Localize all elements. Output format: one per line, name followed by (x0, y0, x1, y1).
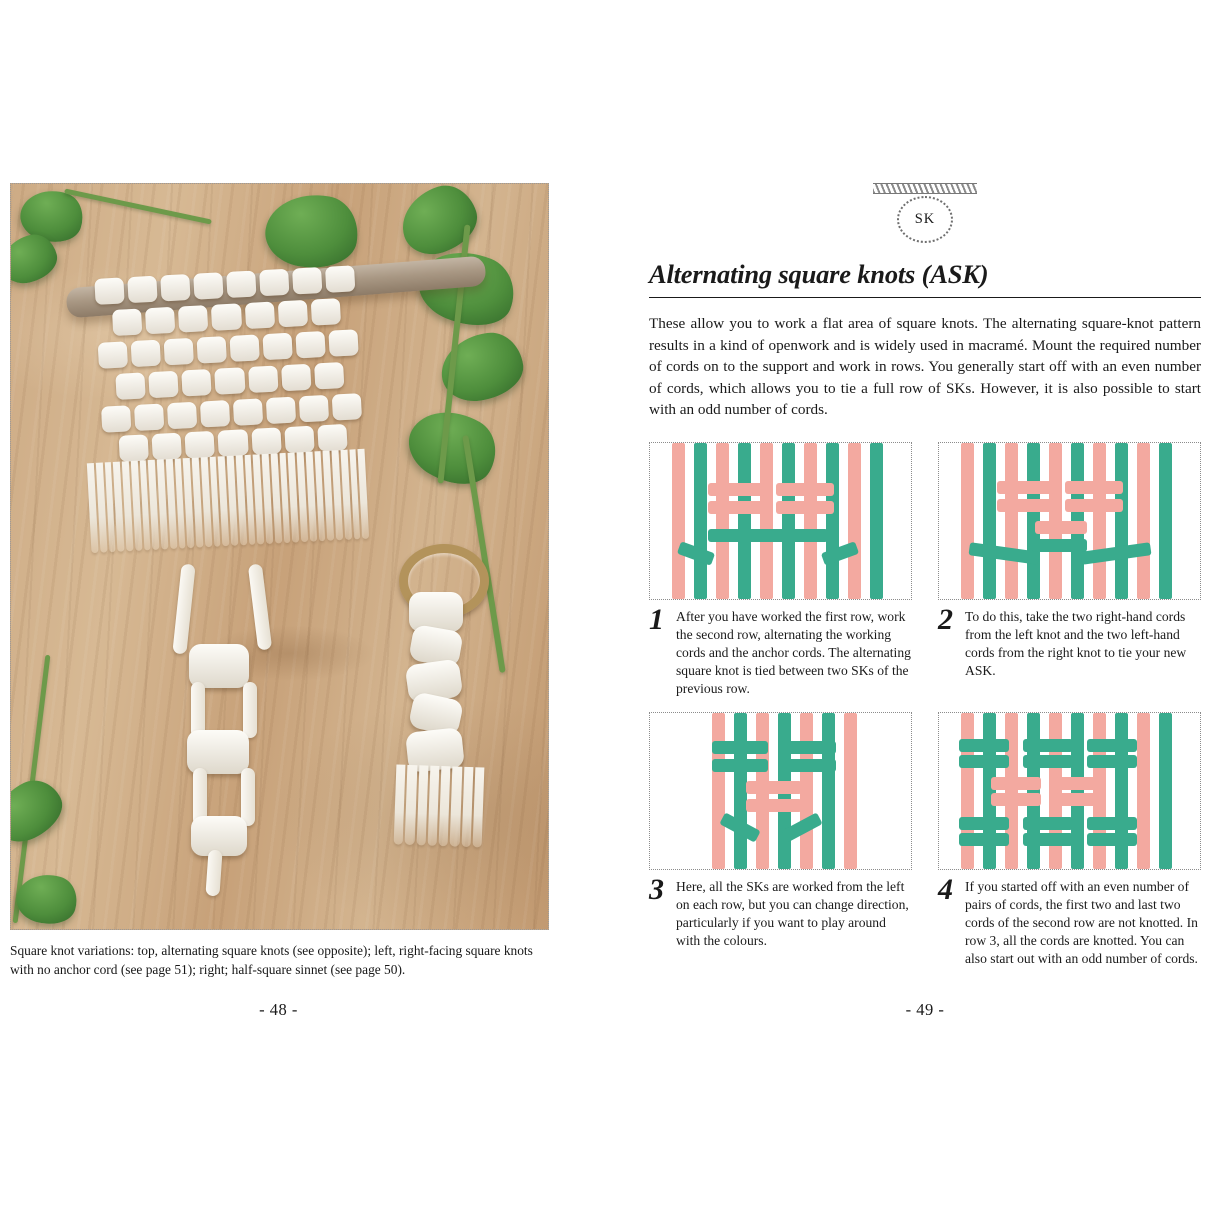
step-3-number: 3 (649, 872, 664, 906)
step-1-text (649, 602, 912, 704)
step-4-figure (938, 712, 1201, 870)
step-2-body: To do this, take the two right-hand cords from the left knot and the two left-hand cords from the right knot to tie your new ASK. (965, 608, 1187, 679)
macrame-fringe (87, 449, 369, 553)
step-1-body: After you have worked the first row, work the second row, alternating the working cords and the anchor cords. The alternating square knot is tied between two SKs of the previous row. (676, 608, 911, 697)
figure-caption: Square knot variations: top, alternating square knots (see opposite); left, right-facing square knots with no anchor cord (see page 51); right; half-square sinnet (see page 50). (10, 943, 533, 977)
alternating-square-knot-sample (94, 265, 363, 463)
step-3-body: Here, all the SKs are worked from the left on each row, but you can change direction, particularly if you want to play around with the colours. (676, 878, 909, 949)
step-2-number: 2 (938, 602, 953, 636)
page-number-right: - 49 - (905, 1000, 945, 1019)
step-4-number: 4 (938, 872, 953, 906)
intro-paragraph: These allow you to work a flat area of square knots. The alternating square-knot pattern results in a kind of openwork and is widely used in macramé. Mount the required number of cords on to the support and work in rows. You generally start off with an even number of cords, which allows you to tie a full row of SKs. However, it is also possible to start with an odd number of cords. (649, 315, 1201, 419)
page-title: Alternating square knots (ASK) (649, 259, 989, 289)
title-divider (649, 297, 1201, 298)
step-1-figure (649, 442, 912, 600)
step-4-body: If you started off with an even number of pairs of cords, the first two and last two cords of the second row are not knotted. In row 3, all the cords are knotted. You can also start out with an odd number of cords. (965, 878, 1198, 967)
step-2-text (938, 602, 1201, 704)
step-1-number: 1 (649, 602, 664, 636)
right-page (649, 183, 1201, 1018)
page-number-left: - 48 - (259, 1000, 298, 1019)
step-2-figure (938, 442, 1201, 600)
chapter-mark (649, 183, 1201, 243)
step-4-text (938, 872, 1201, 974)
macrame-square-knot-samples-photo (10, 183, 549, 930)
sk-badge: SK (897, 196, 953, 243)
half-square-sinnet-sample (381, 544, 511, 884)
step-3-text (649, 872, 912, 974)
left-page (10, 183, 555, 1018)
right-facing-square-knots-sample (161, 564, 291, 894)
step-3-figure (649, 712, 912, 870)
rope-rule-icon (873, 183, 977, 194)
step-grid (649, 442, 1201, 974)
